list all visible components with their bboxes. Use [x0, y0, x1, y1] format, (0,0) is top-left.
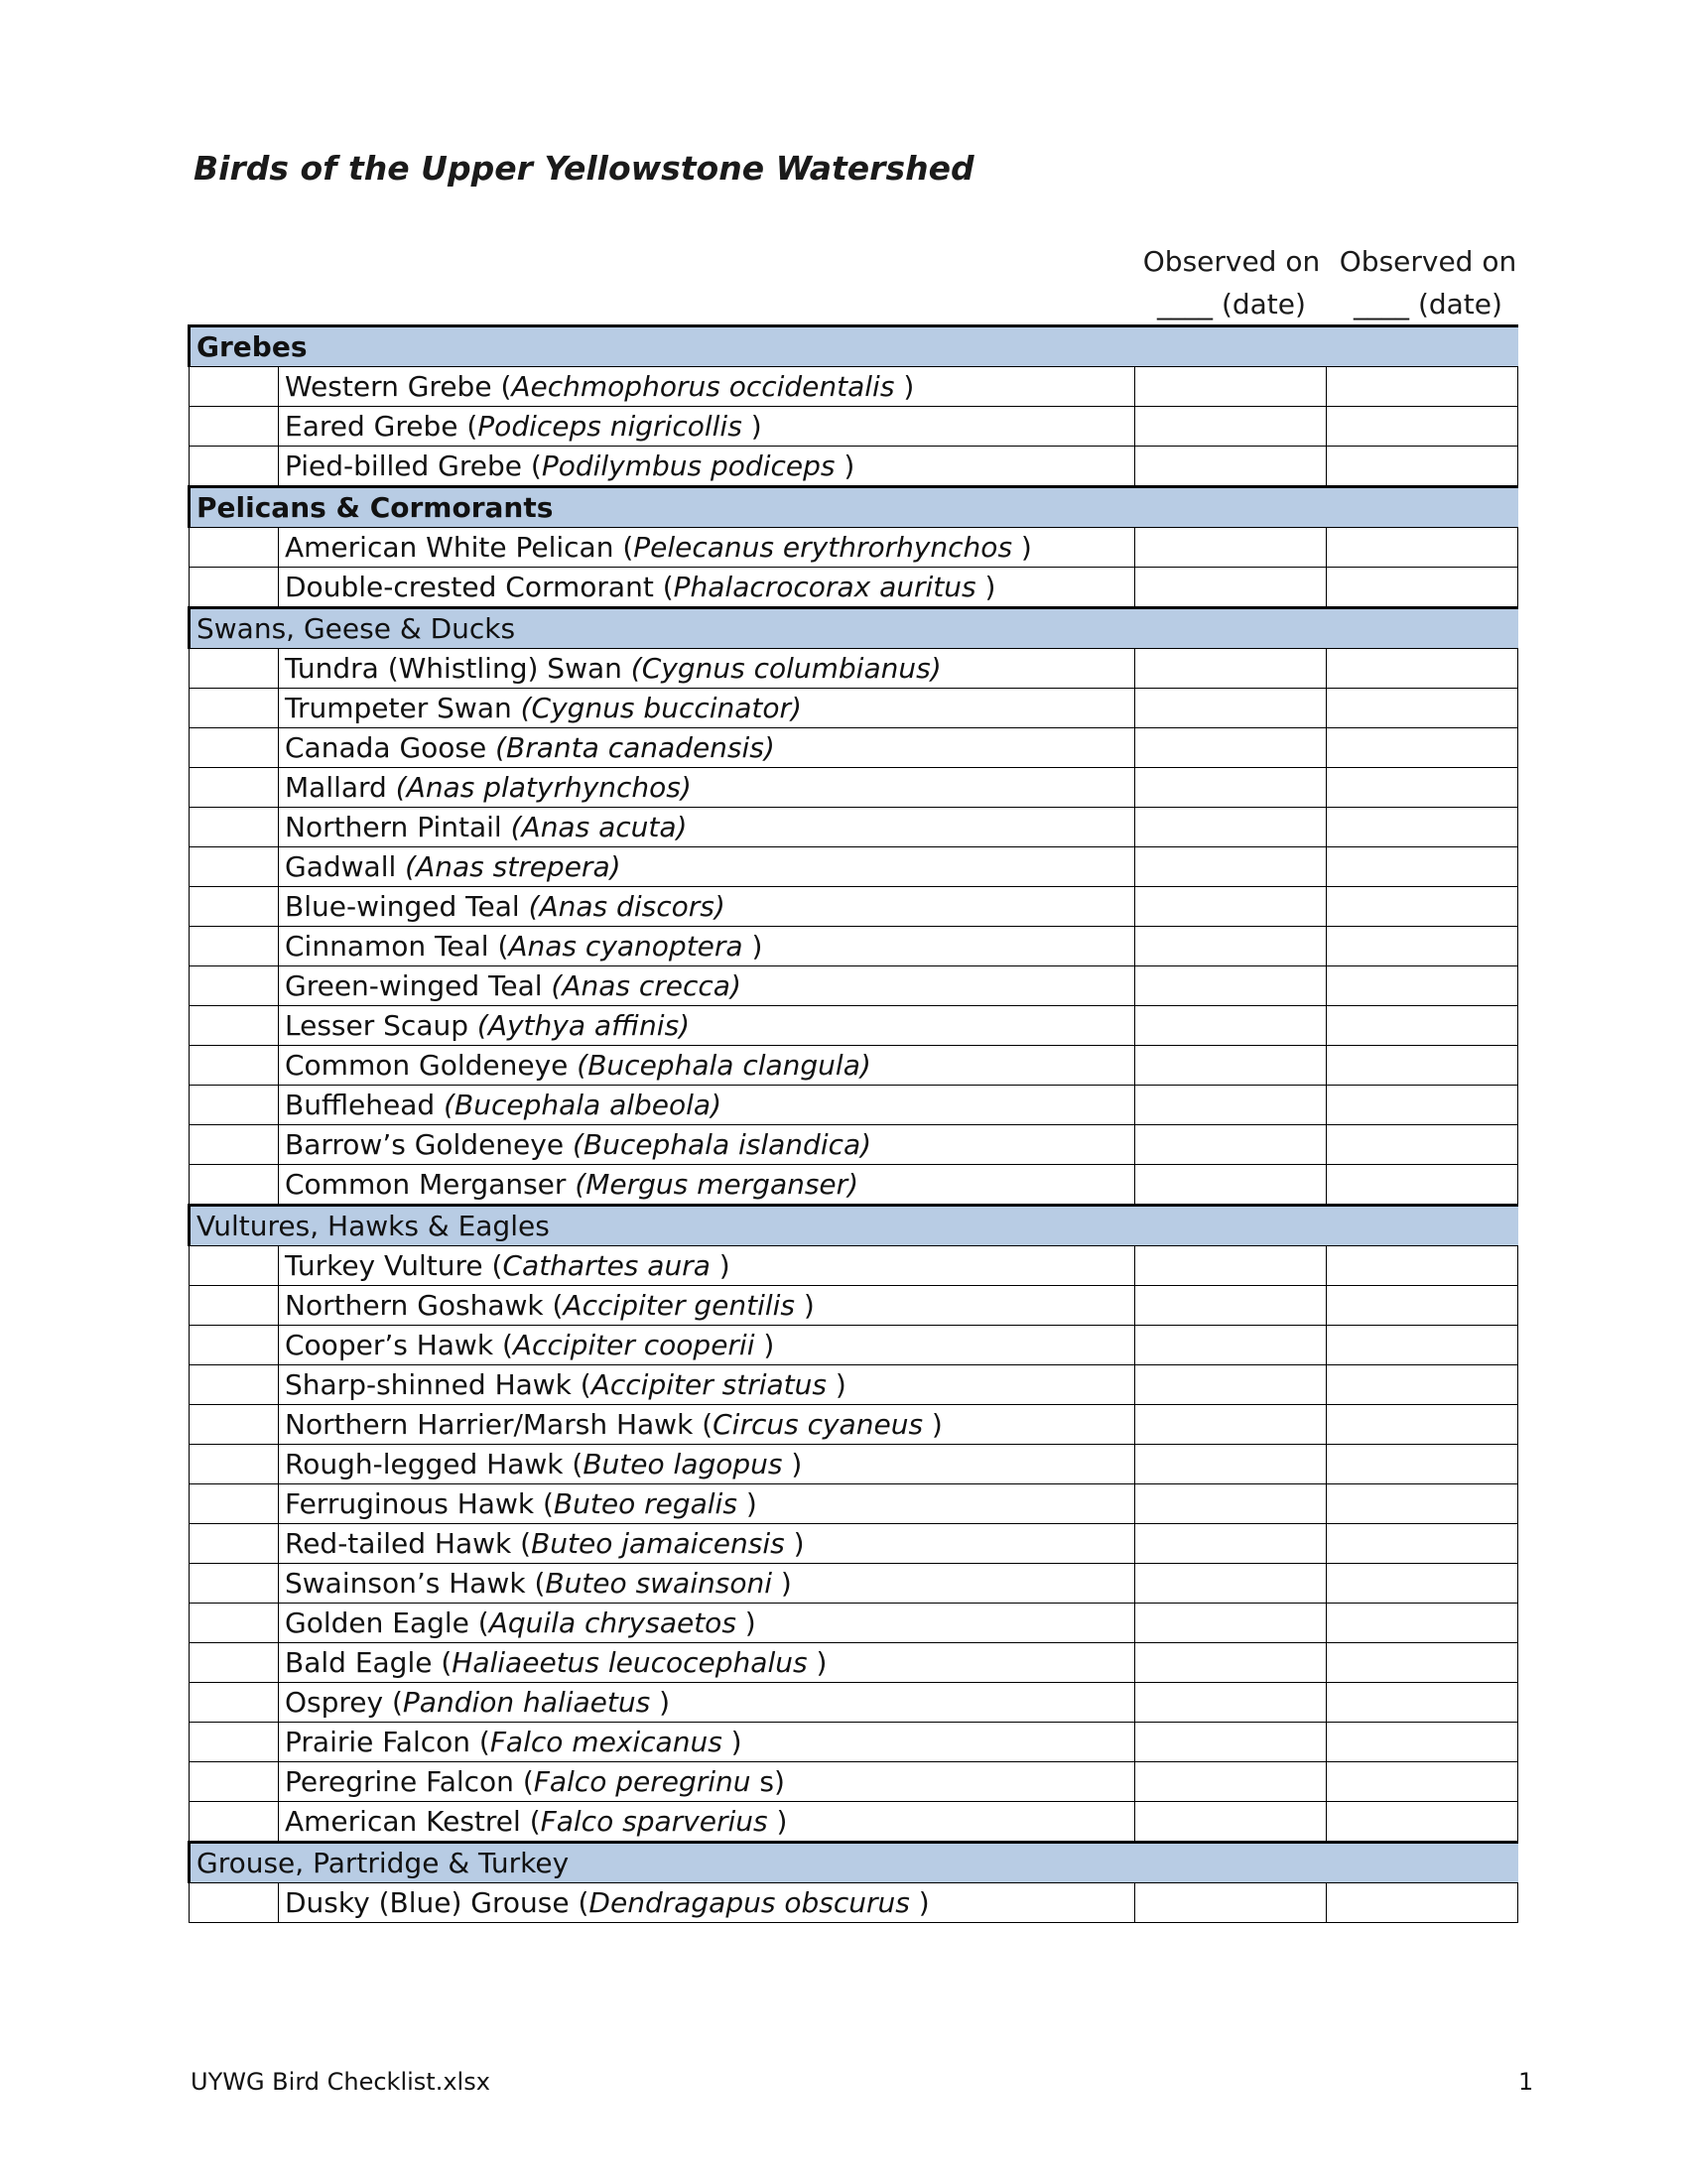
observed-date-cell-2[interactable] [1327, 1683, 1518, 1723]
bird-name-cell [279, 1365, 1135, 1405]
common-name: Northern Pintail [285, 811, 511, 843]
observed-date-cell-1[interactable] [1135, 808, 1327, 847]
observed-date-cell-1[interactable] [1135, 649, 1327, 689]
name-close: ) [784, 1527, 805, 1560]
common-name: Trumpeter Swan [285, 692, 521, 724]
category-row [190, 608, 1518, 649]
bird-row [190, 1883, 1518, 1923]
bird-row [190, 808, 1518, 847]
row-marker-cell [190, 528, 279, 568]
name-close: ) [721, 1726, 742, 1758]
scientific-name: Dendragapus obscurus [588, 1886, 910, 1919]
scientific-name: Podilymbus podiceps [541, 450, 836, 482]
observed-date-cell-1[interactable] [1135, 1046, 1327, 1086]
bird-row [190, 1125, 1518, 1165]
bird-name-cell [279, 1484, 1135, 1524]
row-marker-cell [190, 1723, 279, 1762]
row-marker-cell [190, 1405, 279, 1445]
bird-name-cell [279, 1125, 1135, 1165]
row-marker-cell [190, 1326, 279, 1365]
common-name: Swainson’s Hawk ( [285, 1567, 546, 1600]
checklist-body [190, 326, 1518, 1923]
observed-date-cell-1[interactable] [1135, 1286, 1327, 1326]
common-name: Double-crested Cormorant ( [285, 571, 674, 603]
common-name: Western Grebe ( [285, 370, 512, 403]
common-name: Red-tailed Hawk ( [285, 1527, 532, 1560]
observed-date-cell-2[interactable] [1327, 528, 1518, 568]
category-row [190, 326, 1518, 367]
bird-row [190, 1286, 1518, 1326]
common-name: Rough-legged Hawk ( [285, 1448, 584, 1480]
bird-name-cell [279, 1246, 1135, 1286]
common-name: American Kestrel ( [285, 1805, 541, 1838]
name-close: ) [767, 1805, 788, 1838]
bird-name-cell [279, 1604, 1135, 1643]
observed-date-cell-1[interactable] [1135, 1125, 1327, 1165]
common-name: Canada Goose [285, 731, 496, 764]
category-row [190, 487, 1518, 528]
common-name: Common Goldeneye [285, 1049, 578, 1082]
bird-row [190, 1762, 1518, 1802]
name-close: ) [736, 1487, 757, 1520]
scientific-name: Podiceps nigricollis [477, 410, 742, 443]
common-name: Blue-winged Teal [285, 890, 529, 923]
category-label: Swans, Geese & Ducks [190, 608, 1518, 649]
observed-date-cell-2[interactable] [1327, 728, 1518, 768]
bird-name-cell [279, 367, 1135, 407]
observed-date-cell-2[interactable] [1327, 1086, 1518, 1125]
observed-date-cell-2[interactable] [1327, 1883, 1518, 1923]
name-close: ) [826, 1368, 846, 1401]
row-marker-cell [190, 1445, 279, 1484]
observed-date-cell-1[interactable] [1135, 1723, 1327, 1762]
observed-date-cell-2[interactable] [1327, 1802, 1518, 1843]
category-label: Pelicans & Cormorants [190, 487, 1518, 528]
common-name: Lesser Scaup [285, 1009, 477, 1042]
observed-date-cell-2[interactable] [1327, 1643, 1518, 1683]
observed-date-cell-2[interactable] [1327, 367, 1518, 407]
common-name: Sharp-shinned Hawk ( [285, 1368, 591, 1401]
common-name: American White Pelican ( [285, 531, 634, 564]
name-close: ) [771, 1567, 792, 1600]
observed-date-cell-2[interactable] [1327, 1564, 1518, 1604]
common-name: Northern Harrier/Marsh Hawk ( [285, 1408, 714, 1441]
bird-name-cell [279, 1643, 1135, 1683]
observed-date-cell-1[interactable] [1135, 1802, 1327, 1843]
common-name: Green-winged Teal [285, 969, 552, 1002]
observed-date-cell-2[interactable] [1327, 568, 1518, 608]
scientific-name: Accipiter cooperii [512, 1329, 755, 1361]
observed-date-cell-1[interactable] [1135, 887, 1327, 927]
row-marker-cell [190, 808, 279, 847]
observed-date-cell-2[interactable] [1327, 1286, 1518, 1326]
observed-date-cell-2[interactable] [1327, 1165, 1518, 1206]
observed-date-cell-2[interactable] [1327, 1006, 1518, 1046]
scientific-name: Phalacrocorax auritus [673, 571, 976, 603]
name-close: ) [1012, 531, 1032, 564]
bird-name-cell [279, 887, 1135, 927]
observed-date-cell-1[interactable] [1135, 1246, 1327, 1286]
bird-name-cell [279, 1683, 1135, 1723]
scientific-name: Aquila chrysaetos [488, 1606, 736, 1639]
bird-row [190, 1524, 1518, 1564]
bird-row [190, 847, 1518, 887]
bird-name-cell [279, 1564, 1135, 1604]
category-row [190, 1206, 1518, 1246]
row-marker-cell [190, 568, 279, 608]
scientific-name: (Anas platyrhynchos) [395, 771, 692, 804]
observed-date-cell-1[interactable] [1135, 1445, 1327, 1484]
scientific-name: Buteo regalis [553, 1487, 737, 1520]
bird-name-cell [279, 1046, 1135, 1086]
footer-page-number: 1 [1518, 2068, 1534, 2096]
common-name: Common Merganser [285, 1168, 576, 1201]
observed-date-cell-1[interactable] [1135, 927, 1327, 966]
observed-date-cell-1[interactable] [1135, 1524, 1327, 1564]
scientific-name: Buteo jamaicensis [531, 1527, 785, 1560]
bird-row [190, 367, 1518, 407]
scientific-name: Buteo swainsoni [545, 1567, 772, 1600]
observed-date-cell-2[interactable] [1327, 1365, 1518, 1405]
scientific-name: (Bucephala albeola) [444, 1089, 722, 1121]
observed-date-cell-1[interactable] [1135, 1365, 1327, 1405]
observed-date-cell-2[interactable] [1327, 407, 1518, 447]
name-close: ) [807, 1646, 828, 1679]
observed-date-cell-1[interactable] [1135, 447, 1327, 487]
observed-date-cell-2[interactable] [1327, 887, 1518, 927]
observed-date-cell-2[interactable] [1327, 847, 1518, 887]
bird-row [190, 1802, 1518, 1843]
name-close: ) [975, 571, 996, 603]
bird-row [190, 1046, 1518, 1086]
common-name: Golden Eagle ( [285, 1606, 489, 1639]
category-label: Grouse, Partridge & Turkey [190, 1843, 1518, 1883]
observed-date-cell-1[interactable] [1135, 1643, 1327, 1683]
bird-row [190, 768, 1518, 808]
bird-name-cell [279, 808, 1135, 847]
observed-date-cell-2[interactable] [1327, 966, 1518, 1006]
row-marker-cell [190, 1286, 279, 1326]
name-close: s) [750, 1765, 785, 1798]
bird-row [190, 1643, 1518, 1683]
scientific-name: (Aythya affinis) [476, 1009, 691, 1042]
common-name: Peregrine Falcon ( [285, 1765, 534, 1798]
bird-row [190, 966, 1518, 1006]
observed-date-cell-1[interactable] [1135, 1326, 1327, 1365]
observed-date-cell-2[interactable] [1327, 1405, 1518, 1445]
bird-name-cell [279, 1723, 1135, 1762]
bird-row [190, 887, 1518, 927]
scientific-name: Falco mexicanus [489, 1726, 722, 1758]
name-close: ) [909, 1886, 930, 1919]
scientific-name: Pelecanus erythrorhynchos [633, 531, 1013, 564]
bird-name-cell [279, 927, 1135, 966]
bird-name-cell [279, 1762, 1135, 1802]
scientific-name: (Anas strepera) [405, 850, 621, 883]
row-marker-cell [190, 1604, 279, 1643]
name-close: ) [742, 930, 763, 963]
bird-row [190, 1086, 1518, 1125]
name-close: ) [710, 1249, 730, 1282]
observed-date-cell-1[interactable] [1135, 847, 1327, 887]
observed-date-cell-2[interactable] [1327, 768, 1518, 808]
observed-header-line2: ____ (date) [1157, 288, 1306, 321]
common-name: Gadwall [285, 850, 406, 883]
scientific-name: (Anas discors) [528, 890, 725, 923]
name-close: ) [923, 1408, 943, 1441]
scientific-name: Accipiter gentilis [563, 1289, 796, 1322]
observed-date-cell-1[interactable] [1135, 407, 1327, 447]
observed-date-cell-1[interactable] [1135, 728, 1327, 768]
scientific-name: (Branta canadensis) [495, 731, 775, 764]
scientific-name: Anas cyanoptera [508, 930, 743, 963]
scientific-name: Accipiter striatus [590, 1368, 827, 1401]
observed-date-cell-1[interactable] [1135, 568, 1327, 608]
row-marker-cell [190, 649, 279, 689]
observed-date-cell-1[interactable] [1135, 689, 1327, 728]
name-close: ) [754, 1329, 775, 1361]
scientific-name: Falco peregrinu [533, 1765, 751, 1798]
scientific-name: (Bucephala clangula) [577, 1049, 871, 1082]
observed-date-cell-1[interactable] [1135, 1762, 1327, 1802]
bird-name-cell [279, 1326, 1135, 1365]
scientific-name: (Anas acuta) [510, 811, 688, 843]
bird-name-cell [279, 568, 1135, 608]
row-marker-cell [190, 728, 279, 768]
bird-row [190, 1405, 1518, 1445]
observed-date-cell-2[interactable] [1327, 1604, 1518, 1643]
row-marker-cell [190, 1086, 279, 1125]
row-marker-cell [190, 1643, 279, 1683]
observed-date-cell-2[interactable] [1327, 1762, 1518, 1802]
name-close: ) [650, 1686, 671, 1719]
observed-date-cell-1[interactable] [1135, 1165, 1327, 1206]
common-name: Eared Grebe ( [285, 410, 478, 443]
common-name: Mallard [285, 771, 396, 804]
name-close: ) [735, 1606, 756, 1639]
observed-date-cell-2[interactable] [1327, 689, 1518, 728]
row-marker-cell [190, 1802, 279, 1843]
row-marker-cell [190, 1524, 279, 1564]
observed-date-cell-2[interactable] [1327, 1125, 1518, 1165]
scientific-name: Circus cyaneus [713, 1408, 924, 1441]
common-name: Bufflehead [285, 1089, 445, 1121]
row-marker-cell [190, 847, 279, 887]
common-name: Dusky (Blue) Grouse ( [285, 1886, 589, 1919]
bird-name-cell [279, 728, 1135, 768]
common-name: Barrow’s Goldeneye [285, 1128, 573, 1161]
bird-row [190, 1006, 1518, 1046]
bird-row [190, 927, 1518, 966]
page-title: Birds of the Upper Yellowstone Watershed [194, 149, 974, 188]
observed-date-cell-2[interactable] [1327, 1484, 1518, 1524]
name-close: ) [741, 410, 762, 443]
bird-row [190, 1365, 1518, 1405]
bird-name-cell [279, 1086, 1135, 1125]
observed-column-header-1 [1132, 240, 1331, 325]
scientific-name: Pandion haliaetus [402, 1686, 651, 1719]
bird-row [190, 649, 1518, 689]
row-marker-cell [190, 689, 279, 728]
bird-name-cell [279, 847, 1135, 887]
observed-date-cell-2[interactable] [1327, 447, 1518, 487]
observed-date-cell-1[interactable] [1135, 367, 1327, 407]
row-marker-cell [190, 1125, 279, 1165]
common-name: Cooper’s Hawk ( [285, 1329, 513, 1361]
observed-date-cell-2[interactable] [1327, 649, 1518, 689]
scientific-name: (Cygnus columbianus) [630, 652, 942, 685]
scientific-name: Cathartes aura [502, 1249, 711, 1282]
row-marker-cell [190, 1762, 279, 1802]
bird-row [190, 407, 1518, 447]
bird-row [190, 1564, 1518, 1604]
bird-row [190, 1604, 1518, 1643]
bird-name-cell [279, 1883, 1135, 1923]
bird-row [190, 689, 1518, 728]
bird-row [190, 1484, 1518, 1524]
observed-date-cell-1[interactable] [1135, 1086, 1327, 1125]
observed-date-cell-1[interactable] [1135, 768, 1327, 808]
row-marker-cell [190, 1165, 279, 1206]
observed-date-cell-2[interactable] [1327, 808, 1518, 847]
observed-date-cell-2[interactable] [1327, 1524, 1518, 1564]
row-marker-cell [190, 966, 279, 1006]
category-label: Grebes [190, 326, 1518, 367]
name-close: ) [782, 1448, 803, 1480]
observed-header-line1: Observed on [1339, 245, 1517, 278]
row-marker-cell [190, 927, 279, 966]
common-name: Turkey Vulture ( [285, 1249, 503, 1282]
row-marker-cell [190, 1006, 279, 1046]
bird-name-cell [279, 1286, 1135, 1326]
scientific-name: (Anas crecca) [551, 969, 741, 1002]
bird-name-cell [279, 1445, 1135, 1484]
category-row [190, 1843, 1518, 1883]
bird-name-cell [279, 649, 1135, 689]
row-marker-cell [190, 1246, 279, 1286]
observed-date-cell-2[interactable] [1327, 1445, 1518, 1484]
observed-date-cell-1[interactable] [1135, 1405, 1327, 1445]
row-marker-cell [190, 1564, 279, 1604]
bird-row [190, 728, 1518, 768]
name-close: ) [894, 370, 915, 403]
bird-name-cell [279, 1802, 1135, 1843]
bird-name-cell [279, 1006, 1135, 1046]
observed-column-header-2 [1329, 240, 1527, 325]
observed-header-line2: ____ (date) [1354, 288, 1502, 321]
bird-name-cell [279, 528, 1135, 568]
row-marker-cell [190, 1883, 279, 1923]
bird-row [190, 1723, 1518, 1762]
name-close: ) [835, 450, 855, 482]
bird-row [190, 1445, 1518, 1484]
bird-row [190, 568, 1518, 608]
observed-date-cell-2[interactable] [1327, 1246, 1518, 1286]
common-name: Tundra (Whistling) Swan [285, 652, 631, 685]
bird-name-cell [279, 768, 1135, 808]
common-name: Northern Goshawk ( [285, 1289, 564, 1322]
common-name: Bald Eagle ( [285, 1646, 453, 1679]
row-marker-cell [190, 1046, 279, 1086]
row-marker-cell [190, 1365, 279, 1405]
bird-row [190, 1683, 1518, 1723]
bird-name-cell [279, 966, 1135, 1006]
common-name: Ferruginous Hawk ( [285, 1487, 554, 1520]
bird-name-cell [279, 689, 1135, 728]
common-name: Cinnamon Teal ( [285, 930, 509, 963]
scientific-name: Aechmophorus occidentalis [511, 370, 895, 403]
observed-header-line1: Observed on [1142, 245, 1321, 278]
observed-date-cell-1[interactable] [1135, 1006, 1327, 1046]
observed-date-cell-1[interactable] [1135, 1564, 1327, 1604]
bird-name-cell [279, 1405, 1135, 1445]
row-marker-cell [190, 1683, 279, 1723]
scientific-name: Haliaeetus leucocephalus [452, 1646, 808, 1679]
common-name: Prairie Falcon ( [285, 1726, 490, 1758]
bird-checklist-table [188, 324, 1518, 1923]
row-marker-cell [190, 887, 279, 927]
row-marker-cell [190, 447, 279, 487]
scientific-name: (Bucephala islandica) [572, 1128, 872, 1161]
observed-date-cell-2[interactable] [1327, 1046, 1518, 1086]
scientific-name: Buteo lagopus [583, 1448, 783, 1480]
bird-name-cell [279, 407, 1135, 447]
row-marker-cell [190, 768, 279, 808]
observed-date-cell-1[interactable] [1135, 1683, 1327, 1723]
bird-row [190, 1246, 1518, 1286]
bird-name-cell [279, 1165, 1135, 1206]
observed-date-cell-1[interactable] [1135, 966, 1327, 1006]
row-marker-cell [190, 407, 279, 447]
common-name: Pied-billed Grebe ( [285, 450, 542, 482]
footer-filename: UYWG Bird Checklist.xlsx [191, 2068, 490, 2096]
observed-date-cell-2[interactable] [1327, 1326, 1518, 1365]
scientific-name: (Cygnus buccinator) [520, 692, 802, 724]
bird-row [190, 1326, 1518, 1365]
observed-date-cell-1[interactable] [1135, 528, 1327, 568]
scientific-name: Falco sparverius [540, 1805, 768, 1838]
bird-row [190, 1165, 1518, 1206]
bird-row [190, 447, 1518, 487]
name-close: ) [795, 1289, 815, 1322]
row-marker-cell [190, 1484, 279, 1524]
bird-name-cell [279, 447, 1135, 487]
observed-date-cell-1[interactable] [1135, 1604, 1327, 1643]
bird-row [190, 528, 1518, 568]
bird-name-cell [279, 1524, 1135, 1564]
observed-date-cell-2[interactable] [1327, 927, 1518, 966]
observed-date-cell-1[interactable] [1135, 1883, 1327, 1923]
observed-date-cell-1[interactable] [1135, 1484, 1327, 1524]
observed-date-cell-2[interactable] [1327, 1723, 1518, 1762]
row-marker-cell [190, 367, 279, 407]
category-label: Vultures, Hawks & Eagles [190, 1206, 1518, 1246]
scientific-name: (Mergus merganser) [575, 1168, 859, 1201]
common-name: Osprey ( [285, 1686, 403, 1719]
